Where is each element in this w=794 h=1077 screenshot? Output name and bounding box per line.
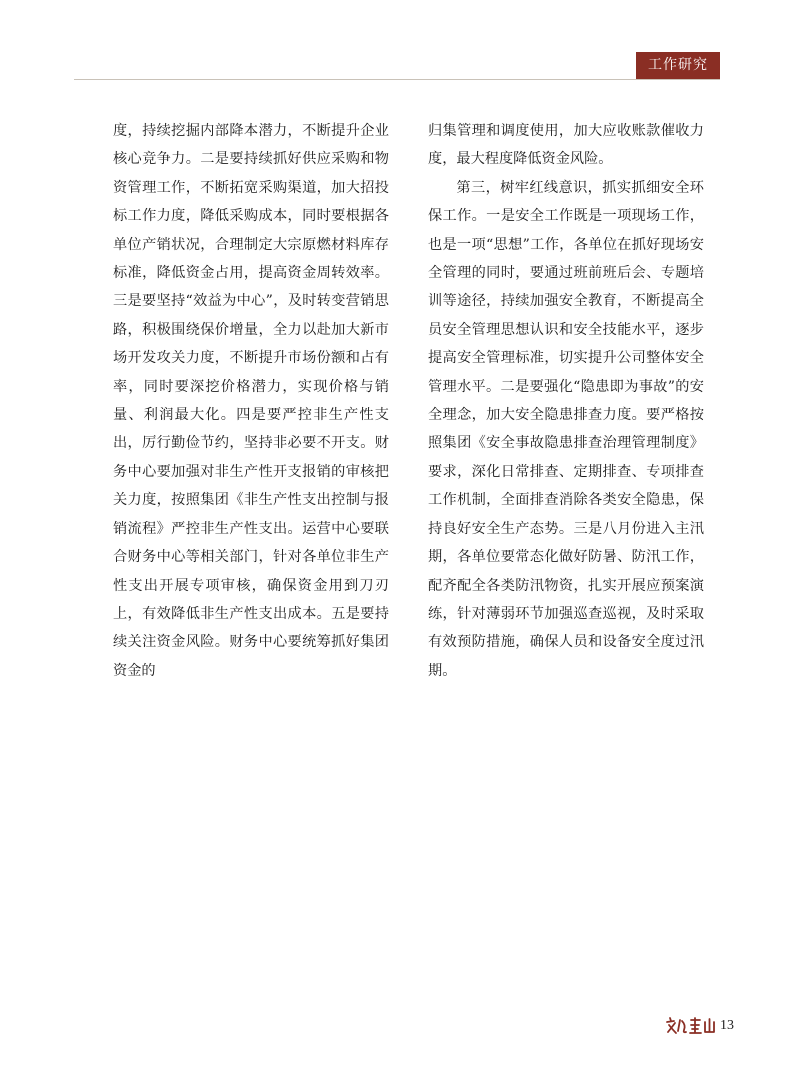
paragraph: 归集管理和调度使用，加大应收账款催收力度，最大程度降低资金风险。	[428, 123, 704, 168]
publication-logo	[664, 1016, 716, 1036]
paragraph: 度，持续挖掘内部降本潜力，不断提升企业核心竞争力。二是要持续抓好供应采购和物资管理工作，不断拓宽采购渠道，加大招投标工作力度，降低采购成本，同时要根据各单位产销状况，合理制定大宗原燃材料库存标准，降低资金占用，提高资金周转效率。三是要坚持“效益为中心”，及时转变营销思路，积极围绕保价增量，全力以赴加大新市场开发攻关力度，不断提升市场份额和占有率，同时要深挖价格潜力，实现价格与销量、利润最大化。四是要严控非生产性支出，厉行勤俭节约，坚持非必要不开支。财务中心要加强对非生产性开支报销的审核把关力度，按照集团《非生产性支出控制与报销流程》严控非生产性支出。运营中心要联合财务中心等相关部门，针对各单位非生产性支出开展专项审核，确保资金用到刀刃上，有效降低非生产性支出成本。五是要持续关注资金风险。财务中心要统筹抓好集团资金的	[113, 123, 389, 679]
paragraph: 第三，树牢红线意识，抓实抓细安全环保工作。一是安全工作既是一项现场工作，也是一项“思想”工作，各单位在抓好现场安全管理的同时，要通过班前班后会、专题培训等途径，持续加强安全教育，不断提高全员安全管理思想认识和安全技能水平，逐步提高安全管理标准，切实提升公司整体安全管理水平。二是要强化“隐患即为事故”的安全理念，加大安全隐患排查力度。要严格按照集团《安全事故隐患排查治理管理制度》要求，深化日常排查、定期排查、专项排查工作机制，全面排查消除各类安全隐患，保持良好安全生产态势。三是八月份进入主汛期，各单位要常态化做好防暑、防汛工作，配齐配全各类防汛物资，扎实开展应预案演练，针对薄弱环节加强巡查巡视，及时采取有效预防措施，确保人员和设备安全度过汛期。	[428, 179, 704, 679]
section-label: 工作研究	[636, 52, 720, 79]
article-right-column	[428, 117, 704, 685]
calligraphy-logo-icon	[664, 1016, 716, 1036]
article-left-column	[113, 117, 389, 685]
page-number: 13	[720, 1018, 734, 1033]
header-rule	[74, 79, 720, 80]
